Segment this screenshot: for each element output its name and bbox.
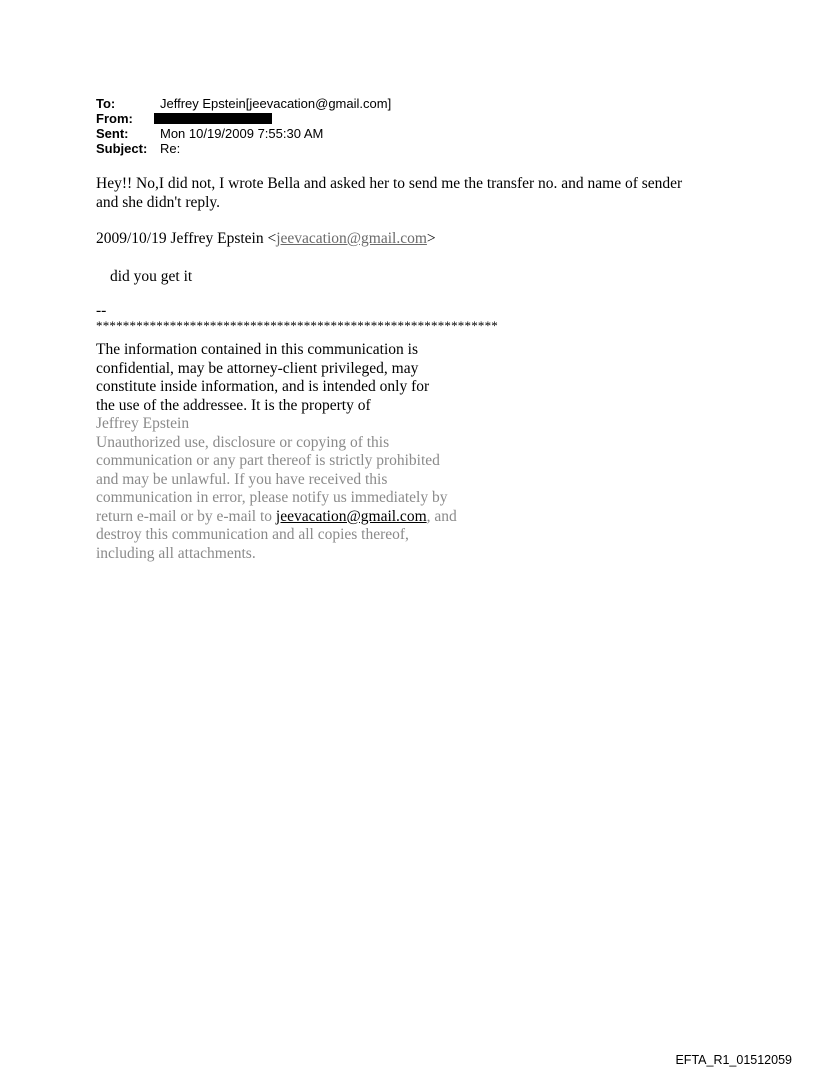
disclaimer-gray-line: Unauthorized use, disclosure or copying of this [96, 433, 390, 451]
disclaimer-gray-line: destroy this communication and all copies thereof, [96, 526, 409, 543]
disclaimer-gray-line: Jeffrey Epstein [96, 415, 190, 432]
quote-email-link[interactable]: jeevacation@gmail.com [276, 230, 427, 247]
disclaimer-gray-line: communication in error, please notify us immediately by [96, 489, 448, 506]
quote-attribution [96, 229, 436, 248]
disclaimer-return-line [96, 508, 457, 527]
disclaimer-gray-line: communication or any part thereof is strictly prohibited [96, 452, 440, 469]
sent-label: Sent: [96, 126, 129, 141]
document-id: EFTA_R1_01512059 [675, 1053, 792, 1067]
redaction-bar [154, 113, 272, 124]
to-label: To: [96, 96, 116, 111]
quote-intro: 2009/10/19 Jeffrey Epstein < [96, 230, 277, 247]
from-label: From: [96, 111, 133, 126]
quoted-message: did you get it [110, 268, 193, 285]
message-line-1: Hey!! No,I did not, I wrote Bella and asked her to send me the transfer no. and name of sender [96, 175, 683, 192]
message-line-2: and she didn't reply. [96, 194, 221, 211]
disclaimer-gray-line: including all attachments. [96, 544, 256, 562]
to-value: Jeffrey Epstein[jeevacation@gmail.com] [160, 96, 392, 111]
disclaimer-gray-line: and may be unlawful. If you have received this [96, 470, 388, 488]
signature-stars: ************************************************************ [96, 318, 498, 333]
disclaimer [96, 341, 457, 563]
disclaimer-line: The information contained in this communication is [96, 341, 418, 358]
subject-label: Subject: [96, 141, 148, 156]
sent-value: Mon 10/19/2009 7:55:30 AM [160, 126, 324, 141]
quote-close: > [426, 230, 436, 247]
disclaimer-line: constitute inside information, and is intended only for [96, 378, 430, 395]
disclaimer-email-link[interactable]: jeevacation@gmail.com [275, 507, 427, 525]
email-header [96, 96, 391, 156]
return-suffix: , and [426, 507, 457, 525]
disclaimer-line: confidential, may be attorney-client privileged, may [96, 359, 419, 377]
disclaimer-line: the use of the addressee. It is the property of [96, 396, 371, 414]
return-prefix: return e-mail or by e-mail to [96, 507, 276, 525]
subject-value: Re: [160, 141, 181, 156]
signature-dash: -- [96, 302, 107, 319]
subject-row [96, 141, 391, 156]
sent-row [96, 126, 391, 141]
from-row [96, 111, 391, 126]
message-body [96, 174, 682, 212]
to-row [96, 96, 391, 111]
